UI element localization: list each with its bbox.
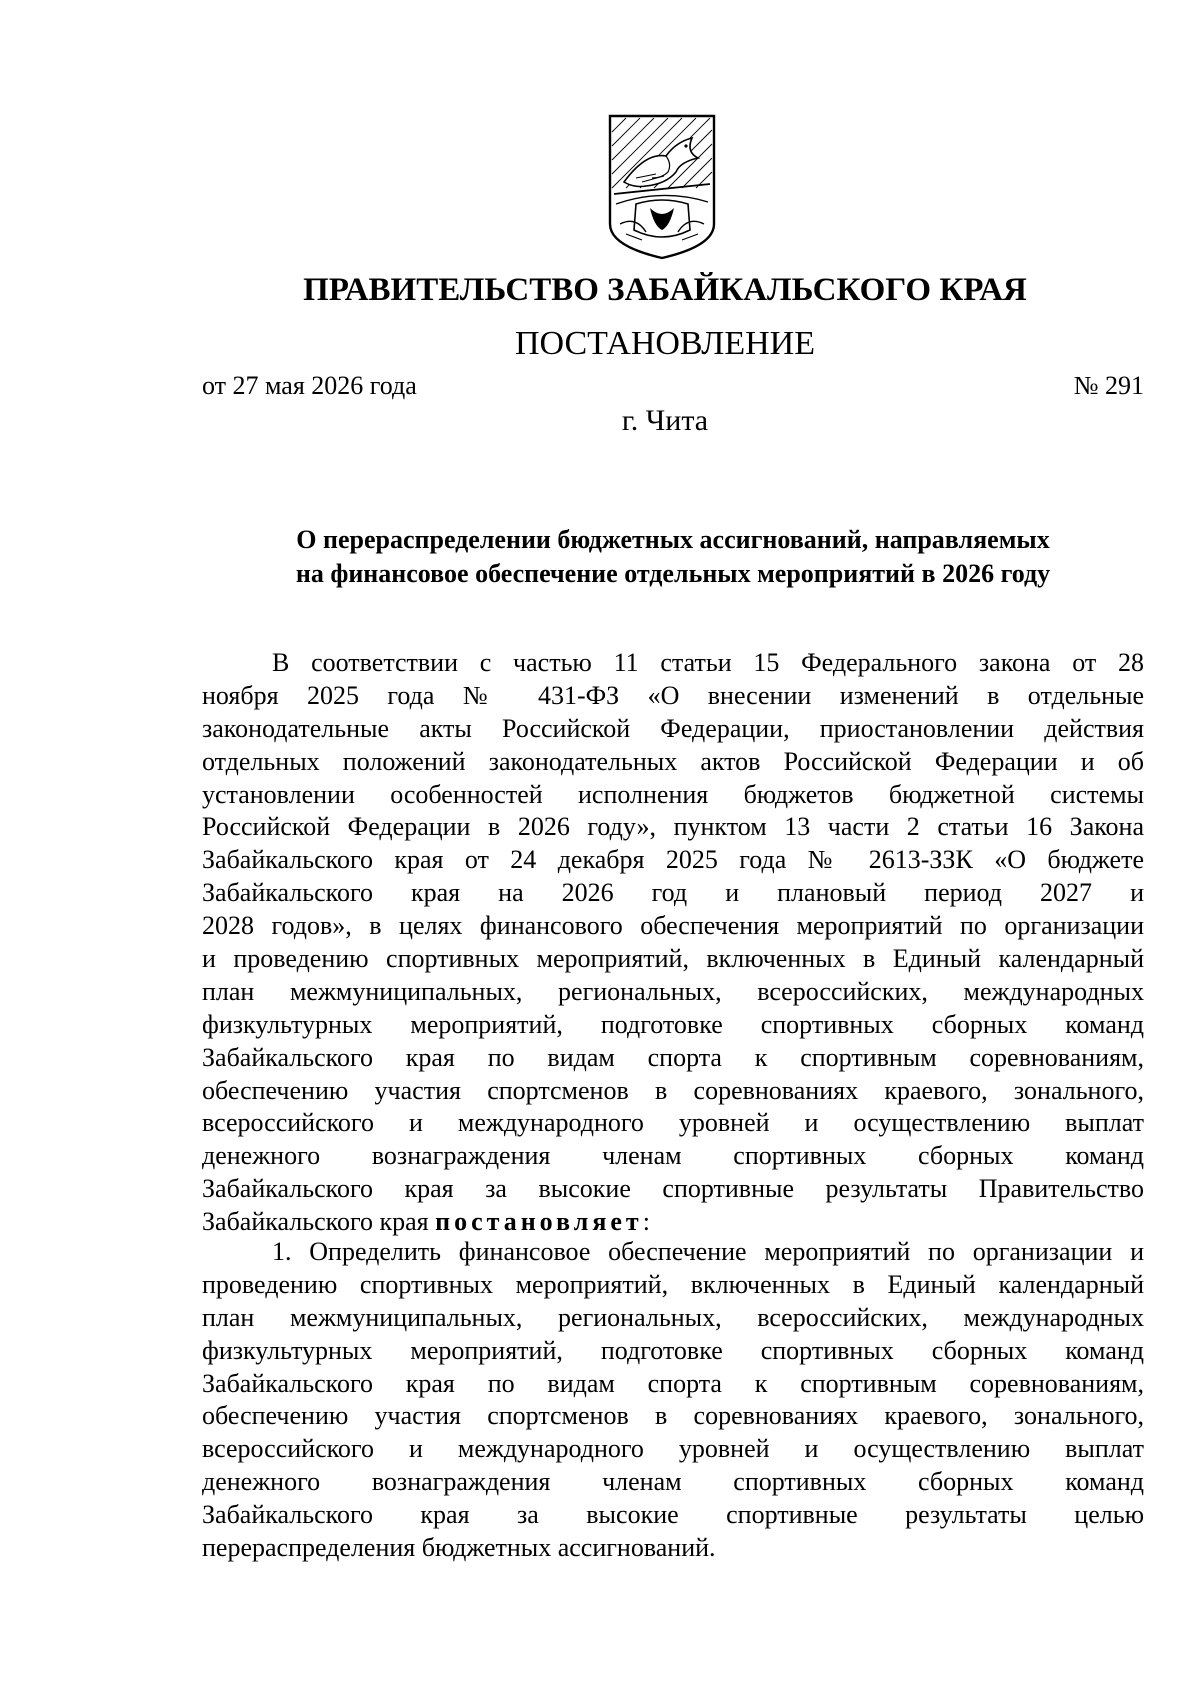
text-line: план межмуниципальных, региональных, всероссийских, международных — [202, 976, 1144, 1006]
text-line: установлении особенностей исполнения бюджетов бюджетной системы — [202, 779, 1144, 809]
text-line: Забайкальского края за высокие спортивные результаты Правительство — [202, 1174, 1144, 1204]
text-line: Забайкальского края по видам спорта к спортивным соревнованиям, — [202, 1042, 1144, 1072]
document-number: № 291 — [1073, 371, 1144, 400]
coat-of-arms-icon — [606, 112, 718, 262]
text-line: обеспечению участия спортсменов в соревнованиях краевого, зонального, — [202, 1075, 1144, 1105]
text-line: законодательные акты Российской Федерации, приостановлении действия — [202, 713, 1144, 743]
text-line: проведению спортивных мероприятий, включенных в Единый календарный — [202, 1269, 1144, 1299]
paragraph-preamble — [202, 647, 1144, 1239]
text-line: Забайкальского края за высокие спортивные результаты целью — [202, 1500, 1144, 1530]
paragraph-item-1 — [202, 1236, 1144, 1565]
text-line: план межмуниципальных, региональных, всероссийских, международных — [202, 1302, 1144, 1332]
text-line: Забайкальского края на 2026 год и плановый период 2027 и — [202, 878, 1144, 908]
text-line: перераспределения бюджетных ассигнований. — [202, 1533, 716, 1563]
organization-title: ПРАВИТЕЛЬСТВО ЗАБАЙКАЛЬСКОГО КРАЯ — [303, 272, 1027, 308]
document-city: г. Чита — [621, 404, 709, 437]
resolution-keyword: постановляет — [435, 1207, 643, 1237]
text-line: Забайкальского края от 24 декабря 2025 года № 2613-ЗЗК «О бюджете — [202, 845, 1144, 875]
text-line-resolution — [202, 1206, 1144, 1239]
text-line: обеспечению участия спортсменов в соревнованиях краевого, зонального, — [202, 1401, 1144, 1431]
text-line: всероссийского и международного уровней и осуществлению выплат — [202, 1434, 1144, 1464]
text-line: Забайкальского края по видам спорта к спортивным соревнованиям, — [202, 1368, 1144, 1398]
document-subject — [202, 523, 1144, 591]
text-line: физкультурных мероприятий, подготовке спортивных сборных команд — [202, 1009, 1144, 1039]
text-line: денежного вознаграждения членам спортивных сборных команд — [202, 1141, 1144, 1171]
text-line: Российской Федерации в 2026 году», пунктом 13 части 2 статьи 16 Закона — [202, 812, 1144, 842]
subject-line: О перераспределении бюджетных ассигнований, направляемых — [296, 525, 1050, 554]
resolution-prefix: Забайкальского края — [202, 1207, 436, 1237]
subject-line: на финансовое обеспечение отдельных мероприятий в 2026 году — [295, 559, 1051, 588]
text-line: всероссийского и международного уровней и осуществлению выплат — [202, 1108, 1144, 1138]
document-date: от 27 мая 2026 года — [202, 371, 417, 400]
text-line: В соответствии с частью 11 статьи 15 Федерального закона от 28 — [272, 648, 1144, 677]
resolution-suffix: : — [642, 1207, 650, 1237]
text-line: ноября 2025 года № 431-ФЗ «О внесении изменений в отдельные — [202, 680, 1144, 710]
text-line: и проведению спортивных мероприятий, включенных в Единый календарный — [202, 944, 1144, 974]
text-line: денежного вознаграждения членам спортивных сборных команд — [202, 1467, 1144, 1497]
text-line: отдельных положений законодательных актов Российской Федерации и об — [202, 746, 1144, 776]
document-type: ПОСТАНОВЛЕНИЕ — [514, 325, 816, 362]
text-line: 2028 годов», в целях финансового обеспечения мероприятий по организации — [202, 911, 1144, 941]
text-line: 1. Определить финансовое обеспечение мероприятий по организации и — [272, 1237, 1144, 1266]
text-line: физкультурных мероприятий, подготовке спортивных сборных команд — [202, 1335, 1144, 1365]
